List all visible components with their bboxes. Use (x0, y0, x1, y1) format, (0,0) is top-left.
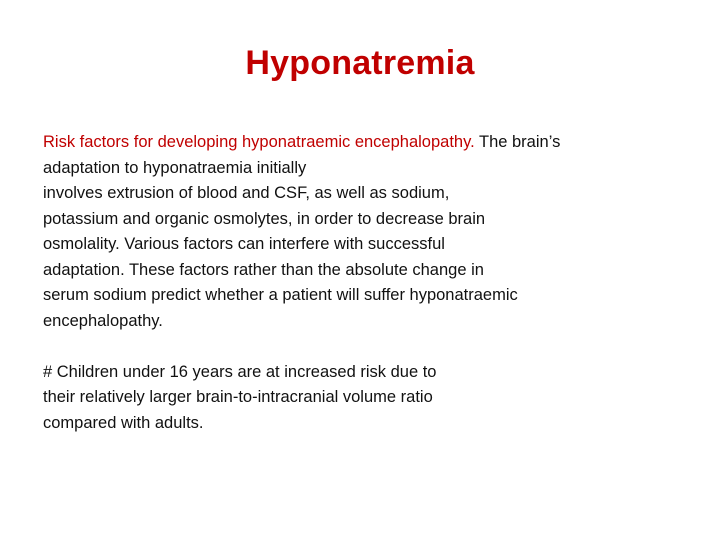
paragraph-spacer (43, 334, 673, 360)
paragraph-1-line: serum sodium predict whether a patient will suffer hyponatraemic (43, 286, 518, 304)
paragraph-1-line: potassium and organic osmolytes, in order to decrease brain (43, 209, 486, 228)
paragraph-1-line: adaptation to hyponatraemia initially (43, 158, 307, 177)
risk-factors-heading: Risk factors for developing hyponatraemic encephalopathy. (43, 133, 475, 151)
paragraph-1-line-1 (43, 130, 673, 156)
paragraph-1-line: encephalopathy. (43, 311, 163, 330)
paragraph-2-line: their relatively larger brain-to-intracranial volume ratio (43, 388, 433, 406)
slide-title: Hyponatremia (245, 44, 475, 82)
paragraph-1-line-1-rest: The brain’s (474, 133, 561, 151)
slide-body (43, 130, 673, 436)
paragraph-2-line: # Children under 16 years are at increased risk due to (43, 362, 437, 381)
paragraph-2-line: compared with adults. (43, 413, 204, 432)
paragraph-1-line: involves extrusion of blood and CSF, as well as sodium, (43, 184, 450, 202)
paragraph-1-line: adaptation. These factors rather than the absolute change in (43, 260, 484, 279)
paragraph-1-line: osmolality. Various factors can interfere with successful (43, 235, 445, 253)
